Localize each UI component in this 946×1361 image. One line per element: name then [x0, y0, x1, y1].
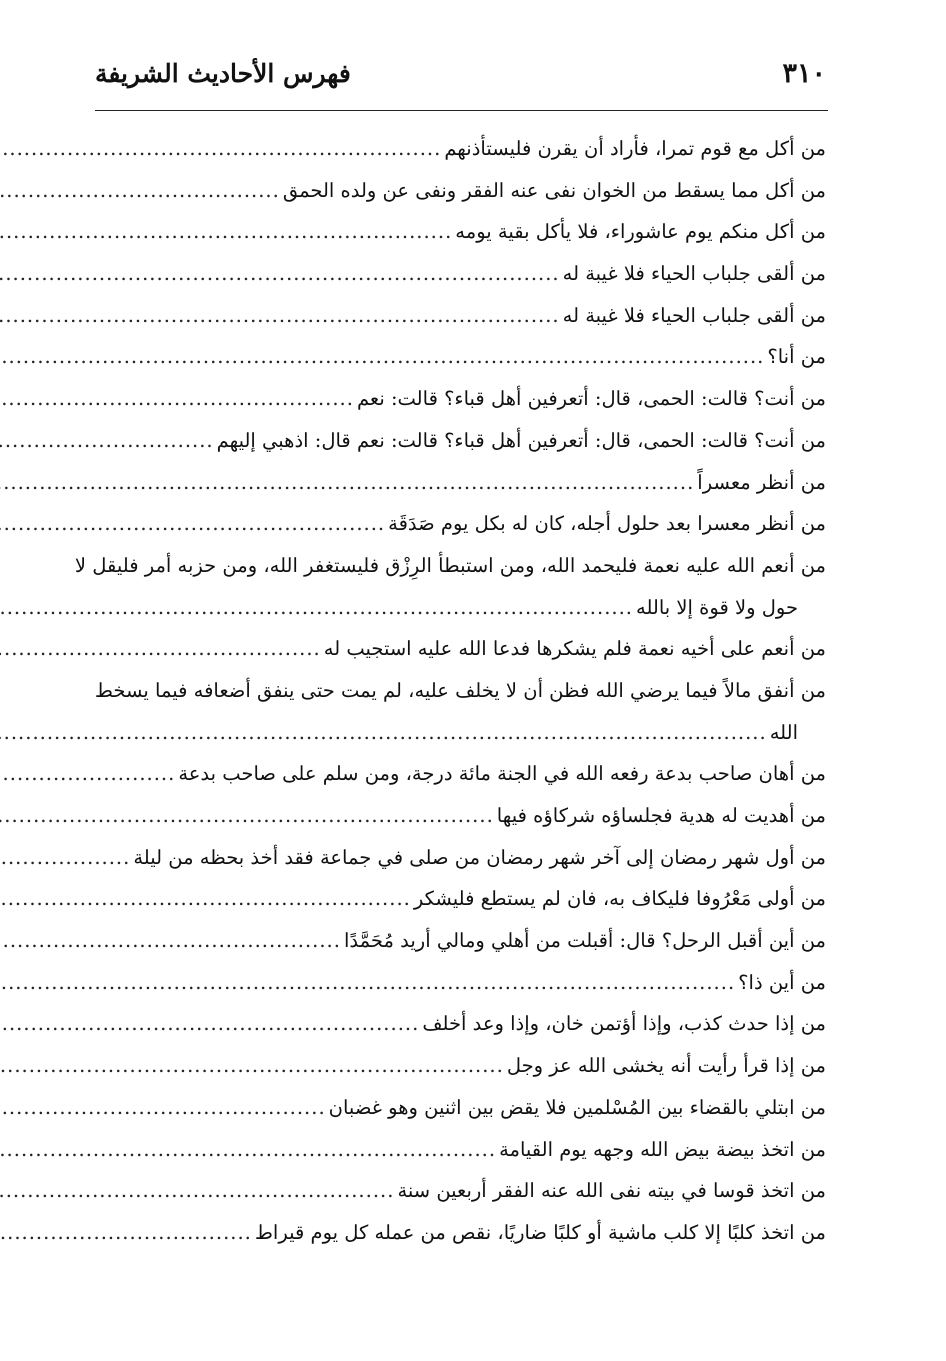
- entry-line: [95, 753, 826, 795]
- index-entry: [0, 962, 946, 1004]
- index-entry: [0, 795, 946, 837]
- page-number: ٣١٠: [782, 57, 826, 89]
- index-entry: [0, 628, 946, 670]
- dot-leader: [0, 712, 767, 754]
- index-entry: [0, 1129, 946, 1171]
- entry-line-continuation: [95, 587, 798, 629]
- dot-leader: [0, 211, 452, 253]
- dot-leader: [0, 1170, 394, 1212]
- entry-text: من ألقى جلباب الحياء فلا غيبة له: [562, 303, 826, 327]
- page-header: [95, 50, 826, 96]
- dot-leader: [0, 253, 560, 295]
- dot-leader: [0, 587, 633, 629]
- dot-leader: [0, 420, 214, 462]
- entry-line: [95, 628, 826, 670]
- dot-leader: [0, 378, 354, 420]
- dot-leader: [0, 170, 280, 212]
- entry-text: من أكل مع قوم تمرا، فأراد أن يقرن فليستأذنهم: [444, 137, 826, 160]
- dot-leader: [0, 462, 694, 504]
- entry-line: [95, 420, 826, 462]
- entry-text: من اتخذ قوسا في بيته نفى الله عنه الفقر أربعين سنة: [397, 1179, 826, 1203]
- dot-leader: [0, 628, 321, 670]
- entry-line: [95, 962, 826, 1004]
- entry-line: [95, 1212, 826, 1254]
- dot-leader: [0, 878, 411, 920]
- index-entry: [0, 295, 946, 337]
- dot-leader: [0, 1212, 252, 1254]
- entry-text: من أنفق مالاً فيما يرضي الله فظن أن لا يخلف عليه، لم يمت حتى ينفق أضعافه فيما يسخط: [94, 678, 826, 702]
- entry-text: من اتخذ كلبًا إلا كلب ماشية أو كلبًا ضاريًا، نقص من عمله كل يوم قيراط: [254, 1220, 826, 1244]
- index-entry: [0, 211, 946, 253]
- entry-text: من أنا؟: [767, 345, 826, 369]
- index-entry: [0, 128, 946, 170]
- entry-line: [95, 920, 826, 962]
- entry-line: [95, 170, 826, 212]
- index-entry: [0, 1003, 946, 1045]
- entry-text: من أولى مَعْرُوفا فليكاف به، فان لم يستطع فليشكر: [413, 887, 826, 911]
- index-entry: [0, 462, 946, 504]
- entry-line: [95, 503, 826, 545]
- dot-leader: [0, 1129, 496, 1171]
- entry-text: من ابتلي بالقضاء بين المُسْلمين فلا يقض بين اثنين وهو غضبان: [328, 1095, 826, 1119]
- entry-text: من أنعم على أخيه نعمة فلم يشكرها فدعا الله عليه استجيب له: [323, 637, 826, 661]
- entry-text: من أهان صاحب بدعة رفعه الله في الجنة مائة درجة، ومن سلم على صاحب بدعة: [178, 762, 826, 786]
- entry-text: من اتخذ بيضة بيض الله وجهه يوم القيامة: [499, 1137, 826, 1161]
- entry-line: [95, 462, 826, 504]
- entry-line: [95, 795, 826, 837]
- running-title: فهرس الأحاديث الشريفة: [95, 58, 351, 88]
- dot-leader: [0, 1003, 419, 1045]
- dot-leader: [0, 1087, 326, 1129]
- dot-leader: [0, 295, 560, 337]
- index-entry: [0, 1170, 946, 1212]
- entry-line: [95, 1045, 826, 1087]
- index-entry: [0, 1045, 946, 1087]
- entry-text: من إذا قرأ رأيت أنه يخشى الله عز وجل: [506, 1054, 826, 1078]
- index-entry: [0, 420, 946, 462]
- entry-line: [95, 253, 826, 295]
- index-entry: [0, 336, 946, 378]
- entry-line: [95, 128, 826, 170]
- entry-line: [95, 211, 826, 253]
- entry-line: [95, 295, 826, 337]
- entry-text-continuation: حول ولا قوة إلا بالله: [636, 595, 798, 619]
- index-entry: [0, 253, 946, 295]
- dot-leader: [0, 920, 341, 962]
- entry-text: من أنت؟ قالت: الحمى، قال: أتعرفين أهل قباء؟ قالت: نعم: [356, 387, 826, 411]
- entry-line: [74, 545, 826, 587]
- hadith-index-list: [0, 128, 946, 1254]
- entry-text: من أين أقبل الرحل؟ قال: أقبلت من أهلي ومالي أريد مُحَمَّدًا: [343, 929, 826, 953]
- dot-leader: [0, 503, 385, 545]
- header-rule: [95, 110, 828, 111]
- dot-leader: [0, 837, 130, 879]
- index-entry: [0, 753, 946, 795]
- entry-line: [95, 1003, 826, 1045]
- entry-line: [95, 1129, 826, 1171]
- index-entry: [0, 920, 946, 962]
- index-entry: [0, 670, 946, 753]
- dot-leader: [0, 753, 175, 795]
- index-entry: [0, 878, 946, 920]
- entry-line-continuation: [95, 712, 798, 754]
- dot-leader: [0, 336, 764, 378]
- entry-text: من أنت؟ قالت: الحمى، قال: أتعرفين أهل قباء؟ قالت: نعم قال: اذهبي إليهم: [216, 428, 826, 452]
- entry-text: من ألقى جلباب الحياء فلا غيبة له: [562, 262, 826, 286]
- entry-text: من أنعم الله عليه نعمة فليحمد الله، ومن استبطأ الرِزْق فليستغفر الله، ومن حزبه أمر فليقل لا: [74, 553, 826, 577]
- index-entry: [0, 545, 946, 628]
- entry-text: من أول شهر رمضان إلى آخر شهر رمضان من صلى في جماعة فقد أخذ بحظه من ليلة: [133, 845, 826, 869]
- index-entry: [0, 503, 946, 545]
- dot-leader: [0, 1045, 504, 1087]
- entry-text: من أهديت له هدية فجلساؤه شركاؤه فيها: [496, 804, 826, 827]
- entry-text: من أنظر معسرا بعد حلول أجله، كان له بكل يوم صَدَقَة: [388, 512, 826, 536]
- entry-text: من أكل مما يسقط من الخوان نفى عنه الفقر ونفى عن ولده الحمق: [282, 178, 826, 202]
- entry-text-continuation: الله: [769, 720, 798, 744]
- entry-text: من إذا حدث كذب، وإذا أؤتمن خان، وإذا وعد أخلف: [422, 1012, 826, 1036]
- entry-line: [95, 670, 826, 712]
- entry-text: من أنظر معسراً: [697, 470, 826, 494]
- entry-text: من أكل منكم يوم عاشوراء، فلا يأكل بقية يومه: [455, 220, 826, 244]
- index-entry: [0, 170, 946, 212]
- index-entry: [0, 1087, 946, 1129]
- entry-line: [95, 378, 826, 420]
- entry-line: [95, 878, 826, 920]
- entry-line: [95, 837, 826, 879]
- index-entry: [0, 378, 946, 420]
- entry-line: [95, 1087, 826, 1129]
- dot-leader: [0, 962, 735, 1004]
- entry-line: [95, 1170, 826, 1212]
- entry-line: [95, 336, 826, 378]
- entry-text: من أين ذا؟: [738, 970, 826, 994]
- index-entry: [0, 1212, 946, 1254]
- dot-leader: [0, 128, 441, 170]
- index-entry: [0, 837, 946, 879]
- dot-leader: [0, 795, 494, 837]
